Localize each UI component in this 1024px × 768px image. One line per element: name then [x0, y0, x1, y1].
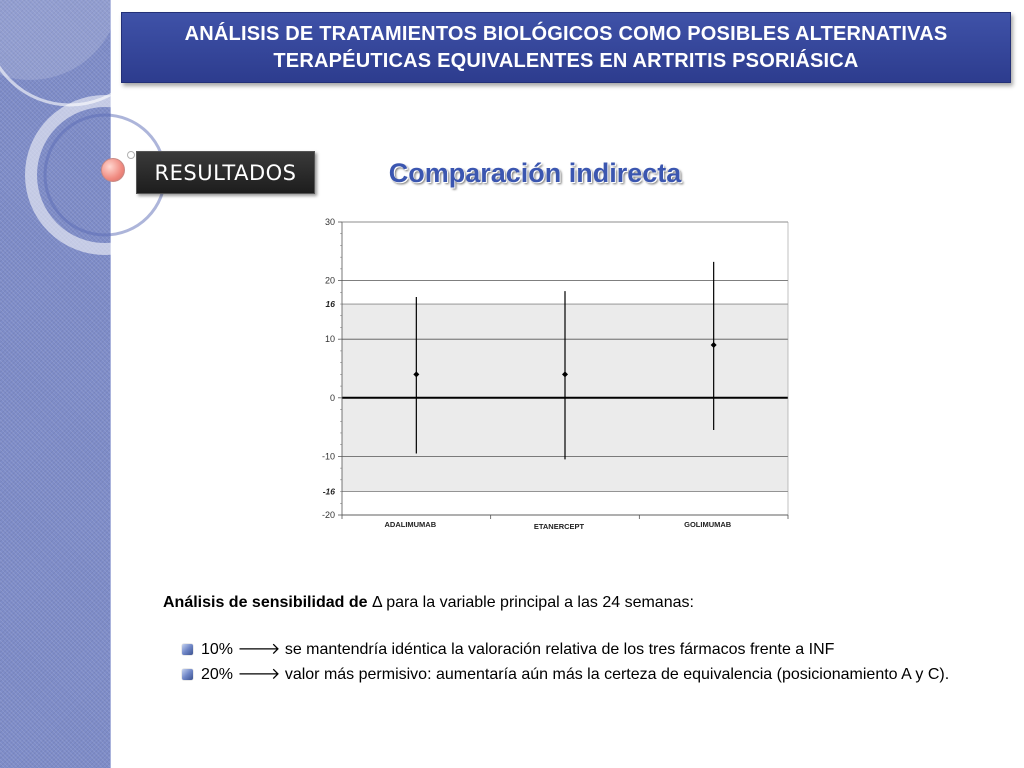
slide-title-line2: TERAPÉUTICAS EQUIVALENTES EN ARTRITIS PSORIÁSICA	[273, 49, 859, 72]
y-tick-label: -10	[321, 451, 335, 462]
chart-heading: Comparación indirecta	[388, 158, 682, 188]
x-category-label: ADALIMUMAB	[384, 520, 437, 529]
y-tick-label: 0	[329, 392, 335, 403]
y-tick-label: -20	[321, 510, 335, 520]
y-tick-label: 10	[324, 334, 335, 345]
list-item	[182, 664, 961, 686]
x-category-label: GOLIMUMAB	[684, 520, 732, 529]
y-tick-label: 30	[324, 217, 335, 227]
section-label: RESULTADOS	[154, 160, 297, 185]
pink-bullet-dot	[101, 158, 125, 182]
bullet-square-icon	[182, 669, 193, 680]
band-boundary-label: -16	[322, 486, 335, 497]
bullet-text: 20% 🡒 valor más permisivo: aumentaría aún más la certeza de equivalencia (posicionamiento A y C).	[201, 666, 950, 683]
list-item	[182, 639, 961, 661]
bullet-text: 10% 🡒 se mantendría idéntica la valoración relativa de los tres fármacos frente a INF	[201, 641, 835, 658]
y-tick-label: 20	[324, 275, 335, 286]
slide-title	[185, 21, 948, 75]
forest-chart	[300, 210, 800, 540]
section-label-box	[136, 151, 315, 194]
sensitivity-line	[163, 594, 694, 612]
title-banner	[121, 12, 1011, 83]
band-boundary-label: 16	[325, 299, 335, 310]
sensitivity-rest: Δ para la variable principal a las 24 semanas:	[367, 594, 694, 611]
slide-title-line1: ANÁLISIS DE TRATAMIENTOS BIOLÓGICOS COMO POSIBLES ALTERNATIVAS	[184, 22, 948, 45]
x-category-label: ETANERCEPT	[533, 522, 585, 531]
small-ring-dot	[127, 151, 135, 159]
bullet-square-icon	[182, 644, 193, 655]
sensitivity-bold: Análisis de sensibilidad de	[163, 594, 368, 611]
bullet-list	[182, 639, 961, 689]
